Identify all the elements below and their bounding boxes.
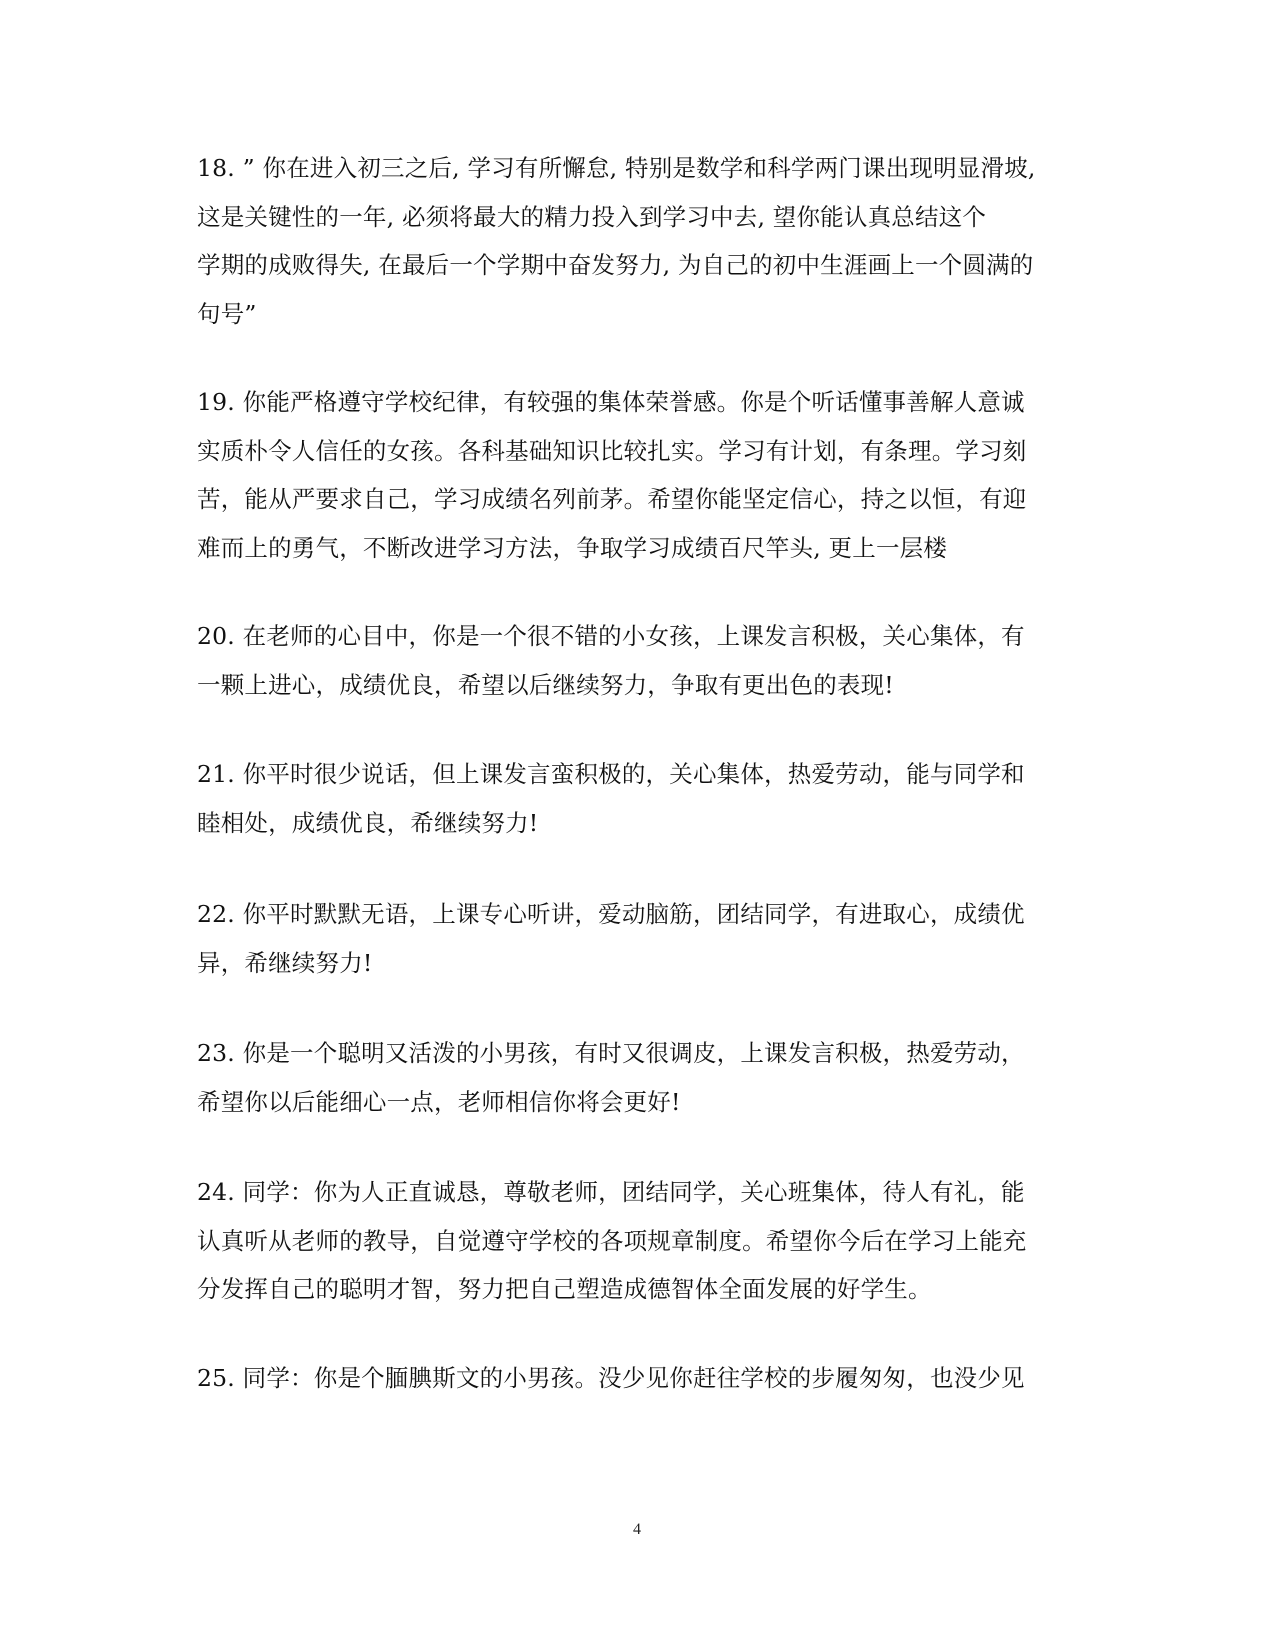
paragraph-25 bbox=[197, 1354, 1077, 1403]
paragraph-line: 25. 同学：你是个腼腆斯文的小男孩。没少见你赶往学校的步履匆匆，也没少见 bbox=[197, 1364, 1025, 1392]
paragraph-line: 20. 在老师的心目中，你是一个很不错的小女孩，上课发言积极，关心集体，有 bbox=[197, 622, 1025, 650]
paragraph-18 bbox=[197, 144, 1077, 338]
paragraph-line: 这是关键性的一年, 必须将最大的精力投入到学习中去, 望你能认真总结这个 bbox=[197, 202, 987, 231]
paragraph-21 bbox=[197, 750, 1077, 847]
paragraph-22 bbox=[197, 890, 1077, 987]
paragraph-line: 认真听从老师的教导，自觉遵守学校的各项规章制度。希望你今后在学习上能充 bbox=[197, 1226, 1027, 1255]
page-number: 4 bbox=[633, 1521, 641, 1538]
paragraph-20 bbox=[197, 612, 1077, 709]
paragraph-24 bbox=[197, 1168, 1077, 1314]
paragraph-line: 睦相处，成绩优良，希继续努力! bbox=[197, 808, 539, 837]
paragraph-line: 实质朴令人信任的女孩。各科基础知识比较扎实。学习有计划，有条理。学习刻 bbox=[197, 436, 1027, 465]
paragraph-line: 24. 同学：你为人正直诚恳，尊敬老师，团结同学，关心班集体，待人有礼，能 bbox=[197, 1178, 1025, 1206]
paragraph-line: 19. 你能严格遵守学校纪律，有较强的集体荣誉感。你是个听话懂事善解人意诚 bbox=[197, 388, 1025, 416]
paragraph-line: 学期的成败得失, 在最后一个学期中奋发努力, 为自己的初中生涯画上一个圆满的 bbox=[197, 251, 1034, 279]
paragraph-line: 句号” bbox=[197, 299, 257, 328]
paragraph-line: 分发挥自己的聪明才智，努力把自己塑造成德智体全面发展的好学生。 bbox=[197, 1275, 932, 1303]
paragraph-19 bbox=[197, 378, 1077, 572]
paragraph-line: 希望你以后能细心一点，老师相信你将会更好! bbox=[197, 1087, 681, 1116]
paragraph-line: 难而上的勇气，不断改进学习方法，争取学习成绩百尺竿头, 更上一层楼 bbox=[197, 533, 948, 562]
paragraph-line: 22. 你平时默默无语，上课专心听讲，爱动脑筋，团结同学，有进取心，成绩优 bbox=[197, 900, 1025, 928]
paragraph-line: 21. 你平时很少说话，但上课发言蛮积极的，关心集体，热爱劳动，能与同学和 bbox=[197, 760, 1025, 788]
paragraph-line: 一颗上进心，成绩优良，希望以后继续努力，争取有更出色的表现! bbox=[197, 670, 894, 699]
paragraph-line: 23. 你是一个聪明又活泼的小男孩，有时又很调皮，上课发言积极，热爱劳动， bbox=[197, 1039, 1025, 1067]
paragraph-23 bbox=[197, 1029, 1077, 1126]
paragraph-line: 苦，能从严要求自己，学习成绩名列前茅。希望你能坚定信心，持之以恒，有迎 bbox=[197, 485, 1027, 513]
paragraph-line: 18. ” 你在进入初三之后, 学习有所懈怠, 特别是数学和科学两门课出现明显滑坡, bbox=[197, 154, 1036, 182]
paragraph-line: 异，希继续努力! bbox=[197, 948, 373, 977]
